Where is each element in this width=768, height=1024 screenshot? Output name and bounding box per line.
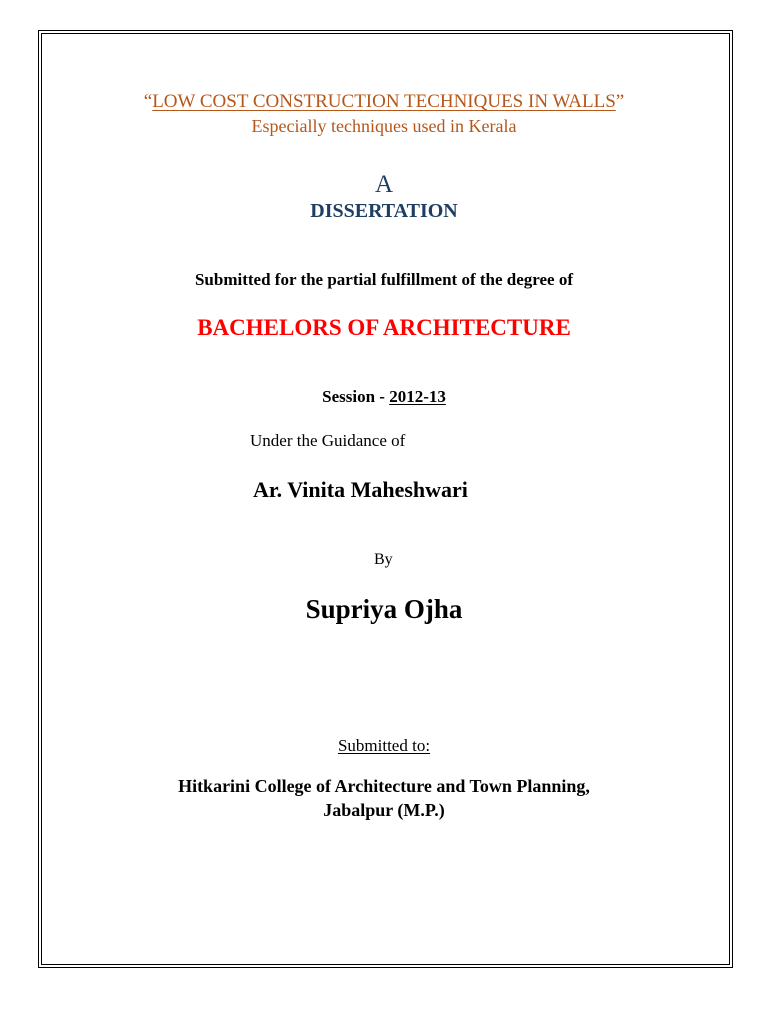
- document-title: [0, 92, 768, 111]
- submission-purpose: Submitted for the partial fulfillment of the degree of: [194, 270, 574, 289]
- by-label: By: [374, 551, 393, 568]
- submitted-to-label: Submitted to:: [337, 736, 431, 755]
- guide-name: Ar. Vinita Maheshwari: [253, 477, 468, 502]
- degree-name: BACHELORS OF ARCHITECTURE: [197, 315, 571, 340]
- author-name: Supriya Ojha: [305, 594, 463, 624]
- guidance-label: Under the Guidance of: [250, 431, 406, 450]
- title-open-quote: “: [143, 91, 153, 112]
- article-letter: A: [374, 171, 394, 198]
- title-close-quote: ”: [615, 91, 625, 112]
- session-label: Session -: [322, 387, 390, 406]
- institution-name: Hitkarini College of Architecture and Town Planning,: [178, 776, 590, 796]
- title-text: LOW COST CONSTRUCTION TECHNIQUES IN WALLS: [152, 91, 616, 112]
- session-value: 2012-13: [389, 387, 446, 406]
- dissertation-label: DISSERTATION: [310, 200, 458, 222]
- session-line: [0, 388, 768, 405]
- submitted-to-line: [0, 737, 768, 754]
- institution-location: Jabalpur (M.P.): [323, 800, 445, 820]
- document-subtitle: Especially techniques used in Kerala: [251, 116, 517, 136]
